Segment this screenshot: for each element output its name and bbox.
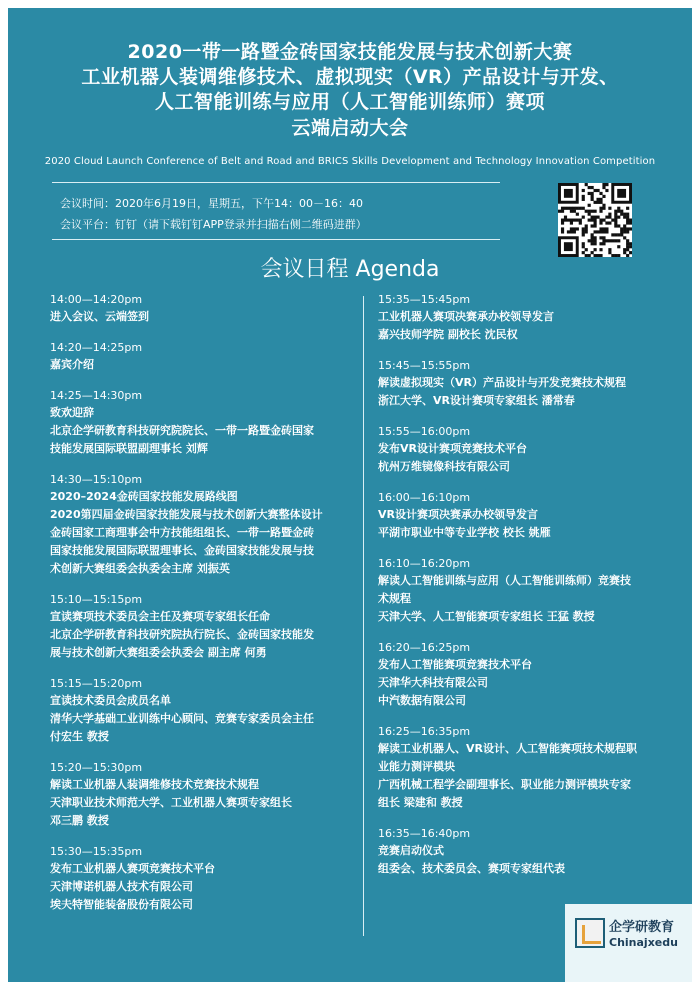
- agenda-item: [378, 424, 668, 476]
- logo-cn: 企学研教育: [609, 920, 675, 935]
- agenda-item: [50, 292, 350, 326]
- agenda-desc: 致欢迎辞 北京企学研教育科技研究院院长、一带一路暨金砖国家 技能发展国际联盟副理事长 刘辉: [50, 406, 314, 455]
- column-divider: [363, 296, 364, 936]
- agenda-item: [378, 490, 668, 542]
- agenda-item: [50, 388, 350, 458]
- agenda-time: 15:10—15:15pm: [50, 593, 143, 606]
- agenda-item: [378, 292, 668, 344]
- agenda-time: 14:30—15:10pm: [50, 473, 143, 486]
- agenda-time: 14:20—14:25pm: [50, 341, 143, 354]
- agenda-desc: 宣读赛项技术委员会主任及赛项专家组长任命 北京企学研教育科技研究院执行院长、金砖国家技能发 展与技术创新大赛组委会执委会 副主席 何勇: [50, 610, 314, 659]
- agenda-desc: 发布人工智能赛项竞赛技术平台 天津华大科技有限公司 中汽数据有限公司: [378, 658, 532, 707]
- agenda-time: 15:15—15:20pm: [50, 677, 143, 690]
- agenda-time: 16:00—16:10pm: [378, 491, 471, 504]
- agenda-right-column: [378, 292, 668, 892]
- agenda-item: [50, 676, 350, 746]
- agenda-item: [50, 592, 350, 662]
- agenda-time: 15:35—15:45pm: [378, 293, 471, 306]
- agenda-item: [378, 556, 668, 626]
- agenda-item: [378, 826, 668, 878]
- agenda-desc: 发布VR设计赛项竞赛技术平台 杭州万维镜像科技有限公司: [378, 442, 527, 473]
- agenda-item: [50, 760, 350, 830]
- agenda-desc: 竞赛启动仪式 组委会、技术委员会、赛项专家组代表: [378, 844, 565, 875]
- title-line-3: 人工智能训练与应用（人工智能训练师）赛项: [154, 91, 545, 113]
- agenda-desc: 解读工业机器人、VR设计、人工智能赛项技术规程职 业能力测评模块 广西机械工程学会副理事长、职业能力测评模块专家 组长 梁建和 教授: [378, 742, 637, 809]
- agenda-desc: 嘉宾介绍: [50, 358, 94, 371]
- agenda-time: 16:10—16:20pm: [378, 557, 471, 570]
- agenda-desc: 2020–2024金砖国家技能发展路线图 2020第四届金砖国家技能发展与技术创新大赛整体设计 金砖国家工商理事会中方技能组组长、一带一路暨金砖 国家技能发展国际联盟理事长、金砖国家技能发展与技 术创新大赛组委会执委会主席 刘振英: [50, 490, 323, 575]
- agenda-time: 15:45—15:55pm: [378, 359, 471, 372]
- agenda-desc: 工业机器人赛项决赛承办校领导发言 嘉兴技师学院 副校长 沈民权: [378, 310, 554, 341]
- agenda-item: [378, 640, 668, 710]
- agenda-time: 15:55—16:00pm: [378, 425, 471, 438]
- divider-top: [52, 182, 500, 183]
- agenda-time: 16:25—16:35pm: [378, 725, 471, 738]
- agenda-time: 15:30—15:35pm: [50, 845, 143, 858]
- logo-mark-icon: [575, 918, 605, 948]
- agenda-time: 16:20—16:25pm: [378, 641, 471, 654]
- agenda-desc: 解读人工智能训练与应用（人工智能训练师）竞赛技 术规程 天津大学、人工智能赛项专家组长 王猛 教授: [378, 574, 631, 623]
- agenda-time: 16:35—16:40pm: [378, 827, 471, 840]
- agenda-time: 14:25—14:30pm: [50, 389, 143, 402]
- title-line-2: 工业机器人装调维修技术、虚拟现实（VR）产品设计与开发、: [81, 66, 619, 88]
- subtitle-en: 2020 Cloud Launch Conference of Belt and Road and BRICS Skills Development and Technology Innovation Competition: [44, 156, 656, 167]
- qr-code-icon[interactable]: [558, 183, 632, 257]
- agenda-item: [50, 472, 350, 578]
- agenda-desc: 发布工业机器人赛项竞赛技术平台 天津博诺机器人技术有限公司 埃夫特智能装备股份有限公司: [50, 862, 215, 911]
- meeting-platform: 会议平台：钉钉（请下载钉钉APP登录并扫描右侧二维码进群）: [60, 218, 367, 231]
- agenda-left-column: [50, 292, 350, 928]
- agenda-item: [378, 358, 668, 410]
- agenda-item: [50, 340, 350, 374]
- meeting-time: 会议时间：2020年6月19日，星期五，下午14：00－16：40: [60, 197, 363, 210]
- title-line-4: 云端启动大会: [291, 117, 409, 139]
- poster: [8, 8, 692, 982]
- logo-en: Chinajxedu: [609, 936, 678, 949]
- agenda-desc: 宣读技术委员会成员名单 清华大学基础工业训练中心顾问、竞赛专家委员会主任 付宏生 教授: [50, 694, 314, 743]
- agenda-desc: VR设计赛项决赛承办校领导发言 平湖市职业中等专业学校 校长 姚雁: [378, 508, 551, 539]
- qixueyan-logo-icon: [565, 904, 692, 982]
- agenda-desc: 进入会议、云端签到: [50, 310, 149, 323]
- divider-bottom: [52, 239, 500, 240]
- agenda-item: [378, 724, 668, 812]
- agenda-title: 会议日程 Agenda: [260, 257, 440, 282]
- agenda-desc: 解读虚拟现实（VR）产品设计与开发竞赛技术规程 浙江大学、VR设计赛项专家组长 潘常春: [378, 376, 626, 407]
- title-line-1: 2020一带一路暨金砖国家技能发展与技术创新大赛: [127, 41, 573, 63]
- agenda-time: 15:20—15:30pm: [50, 761, 143, 774]
- agenda-desc: 解读工业机器人装调维修技术竞赛技术规程 天津职业技术师范大学、工业机器人赛项专家组长 邓三鹏 教授: [50, 778, 292, 827]
- agenda-time: 14:00—14:20pm: [50, 293, 143, 306]
- agenda-item: [50, 844, 350, 914]
